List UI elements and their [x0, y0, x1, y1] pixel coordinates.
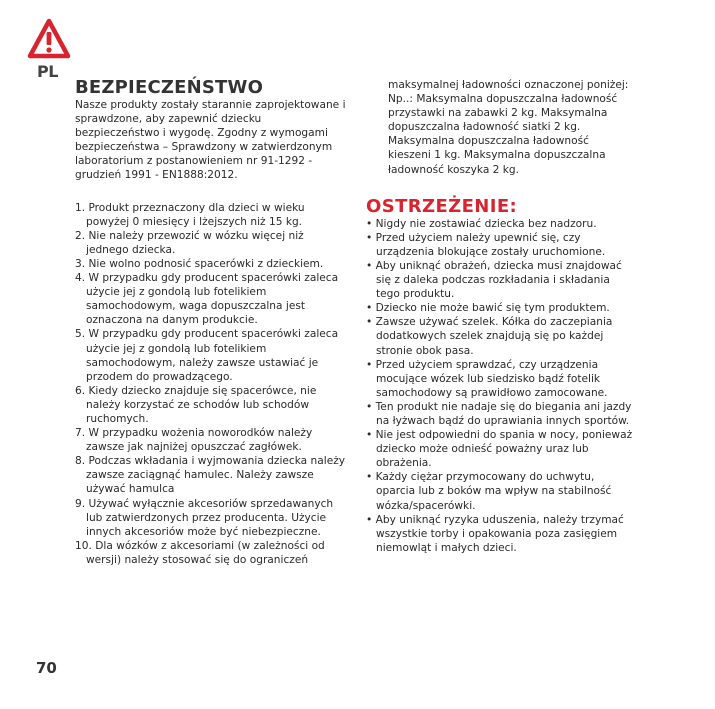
list-item: • Przed użyciem należy upewnić się, czy urządzenia blokujące zostały uruchomione. [366, 231, 606, 258]
safety-column [75, 78, 347, 567]
safety-list [75, 201, 347, 567]
safety-item-10-continuation: maksymalnej ładowności oznaczonej poniżej: Np..: Maksymalna dopuszczalna ładowność przystawki na zabawki 2 kg. Maksymalna dopuszczalna ładowność siatki 2 kg. Maksymalna dopuszczalna ładowność kieszeni 1 kg. Maksymalna dopuszczalna ładowność koszyka 2 kg. [388, 79, 629, 176]
list-item: 5. W przypadku gdy producent spacerówki zaleca użycie jej z gondolą lub fotelikiem samochodowym, należy zawsze ustawiać je przodem do prowadzącego. [75, 328, 339, 383]
list-item: • Nigdy nie zostawiać dziecka bez nadzoru. [366, 217, 597, 230]
list-item: 7. W przypadku wożenia noworodków należy zawsze jak najniżej opuszczać zagłówek. [75, 427, 313, 454]
language-code: PL [37, 62, 58, 81]
list-item: 3. Nie wolno podnosić spacerówki z dzieckiem. [75, 257, 324, 270]
warning-triangle-icon [27, 18, 71, 60]
list-item: 10. Dla wózków z akcesoriami (w zależności od wersji) należy stosować się do ograniczeń [75, 539, 325, 566]
list-item: • Przed użyciem sprawdzać, czy urządzenia mocujące wózek lub siedzisko bądź fotelik samochodowy są prawidłowo zamocowane. [366, 358, 608, 399]
safety-title: BEZPIECZEŃSTWO [75, 77, 264, 98]
warning-list [366, 217, 634, 555]
list-item: • Zawsze używać szelek. Kółka do zaczepiania dodatkowych szelek znajdują się po każdej stronie obok pasa. [366, 316, 613, 357]
list-item: • Dziecko nie może bawić się tym produktem. [366, 302, 610, 315]
list-item: 1. Produkt przeznaczony dla dzieci w wieku powyżej 0 miesięcy i lżejszych niż 15 kg. [75, 201, 305, 228]
list-item: 8. Podczas wkładania i wyjmowania dziecka należy zawsze zaciągnąć hamulec. Należy zawsze używać hamulca [75, 455, 346, 496]
list-item: • Aby uniknąć ryzyka uduszenia, należy trzymać wszystkie torby i opakowania poza zasięgiem niemowląt i małych dzieci. [366, 513, 624, 554]
warning-column [366, 78, 634, 555]
warning-title: OSTRZEŻENIE: [366, 195, 518, 217]
list-item: 6. Kiedy dziecko znajduje się spacerówce, nie należy korzystać ze schodów lub schodów ruchomych. [75, 384, 317, 425]
list-item: • Każdy ciężar przymocowany do uchwytu, oparcia lub z boków ma wpływ na stabilność wózka/spacerówki. [366, 471, 612, 512]
list-item: 9. Używać wyłącznie akcesoriów sprzedawanych lub zatwierdzonych przez producenta. Użycie innych akcesoriów może być niebezpieczne. [75, 497, 334, 538]
page-number: 70 [36, 659, 57, 677]
safety-intro: Nasze produkty zostały starannie zaprojektowane i sprawdzone, aby zapewnić dziecku bezpieczeństwo i wygodę. Zgodny z wymogami bezpieczeństwa – Sprawdzony w zatwierdzonym laboratorium z postanowieniem nr 91-1292 - grudzień 1991 - EN1888:2012. [75, 99, 346, 182]
list-item: • Ten produkt nie nadaje się do biegania ani jazdy na łyżwach bądź do uprawiania innych sportów. [366, 400, 632, 427]
list-item: 4. W przypadku gdy producent spacerówki zaleca użycie jej z gondolą lub fotelikiem samochodowym, waga dopuszczalna jest oznaczona na danym produkcie. [75, 272, 339, 327]
list-item: • Nie jest odpowiedni do spania w nocy, ponieważ dziecko może odnieść poważny uraz lub obrażenia. [366, 429, 633, 470]
list-item: • Aby uniknąć obrażeń, dziecka musi znajdować się z daleka podczas rozkładania i składania tego produktu. [366, 259, 622, 301]
list-item: 2. Nie należy przewozić w wózku więcej niż jednego dziecka. [75, 229, 304, 256]
